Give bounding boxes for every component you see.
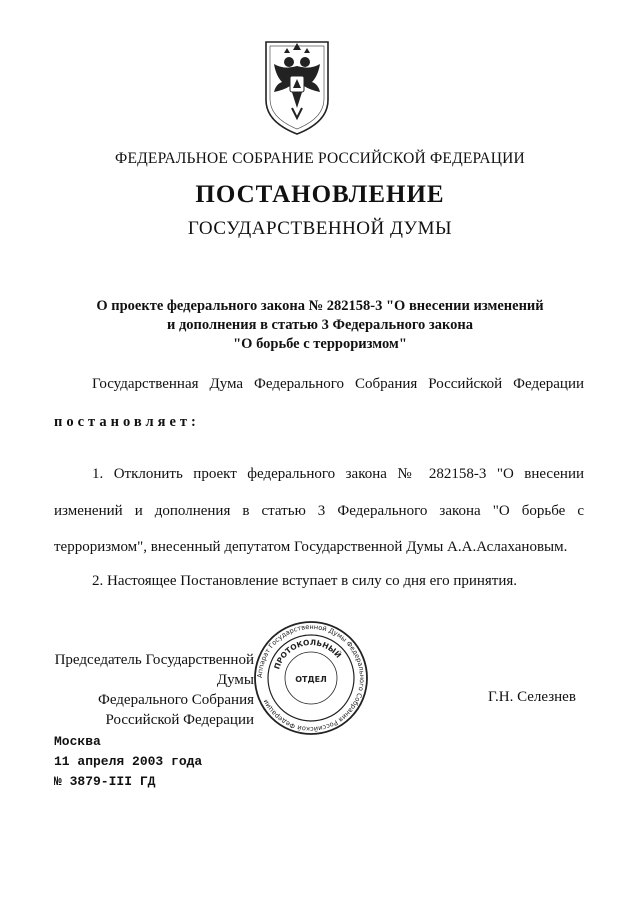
official-stamp (253, 620, 369, 736)
signer-name: Г.Н. Селезнев (488, 689, 576, 705)
item-1-line-3: терроризмом", внесенный депутатом Государственной Думы А.А.Аслахановым. (54, 539, 568, 555)
item-1-line-1: 1. Отклонить проект федерального закона № 282158-3 "О внесении (92, 466, 584, 482)
subject-line-3: "О борьбе с терроризмом" (233, 336, 407, 352)
item-2-paragraph: 2. Настоящее Постановление вступает в силу со дня его принятия. (92, 573, 518, 589)
stamp-inner-text: ПРОТОКОЛЬНЫЙ (272, 637, 344, 671)
signature-title-line-1: Председатель Государственной Думы (54, 652, 254, 688)
signature-title-line-3: Российской Федерации (105, 712, 254, 728)
resolves-keyword: постановляет: (54, 414, 200, 430)
footer-document-number: № 3879-III ГД (54, 774, 156, 789)
issuing-body-heading: ГОСУДАРСТВЕННОЙ ДУМЫ (187, 218, 453, 239)
signature-title-block (54, 650, 254, 730)
subject-line-2: и дополнения в статью 3 Федерального закона (166, 317, 474, 333)
document-type-heading: ПОСТАНОВЛЕНИЕ (195, 181, 445, 208)
footer-city: Москва (54, 734, 101, 749)
coat-of-arms-emblem (262, 38, 332, 138)
signature-title-line-2: Федерального Собрания (97, 692, 254, 708)
stamp-center-text: ОТДЕЛ (295, 675, 327, 684)
subject-line-1: О проекте федерального закона № 282158-3 "О внесении изменений (96, 298, 544, 314)
item-1-line-2: изменений и дополнения в статью 3 Федерального закона "О борьбе с (54, 503, 584, 519)
document-subject (0, 297, 640, 354)
intro-paragraph: Государственная Дума Федерального Собрания Российской Федерации (92, 376, 584, 392)
organization-title: ФЕДЕРАЛЬНОЕ СОБРАНИЕ РОССИЙСКОЙ ФЕДЕРАЦИИ (115, 150, 525, 167)
svg-text:ПРОТОКОЛЬНЫЙ (272, 638, 343, 671)
stamp-outer-text: Аппарат Государственной Думы Федерального Собрания Российской Федерации (255, 622, 367, 734)
footer-date: 11 апреля 2003 года (54, 754, 203, 769)
